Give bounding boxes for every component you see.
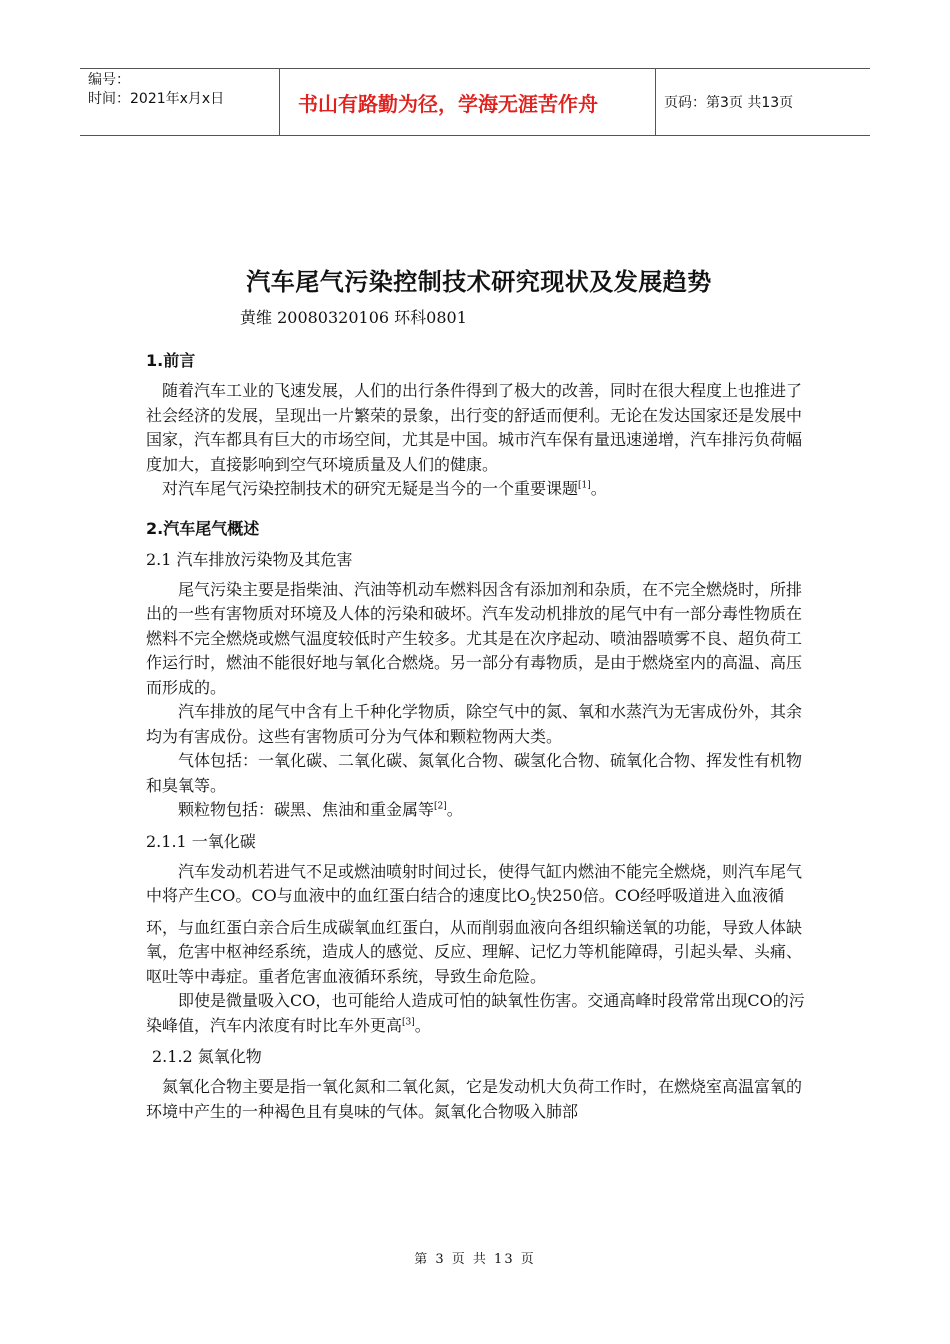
subsection-heading: 2.1 汽车排放污染物及其危害 (146, 549, 353, 569)
section-heading-overview: 2.汽车尾气概述 (146, 518, 260, 538)
citation-ref: [1] (578, 480, 591, 491)
page-footer: 第 3 页 共 13 页 (414, 1252, 536, 1267)
paragraph: 随着汽车工业的飞速发展，人们的出行条件得到了极大的改善，同时在很大程度上也推进了社会经济的发展，呈现出一片繁荣的景象，出行变的舒适而便利。无论在发达国家还是发展中国家，汽车都具有巨大的市场空间，尤其是中国。城市汽车保有量迅速递增，汽车排污负荷幅度加大，直接影响到空气环境质量及人们的健康。 (146, 381, 803, 474)
section-heading-intro: 1.前言 (146, 351, 196, 370)
paragraph-end: 。 (446, 800, 463, 819)
subsection-heading: 2.1.2 氮氧化物 (152, 1047, 262, 1067)
paragraph-text: 快250倍。CO经呼吸道进入血液循环，与血红蛋白亲合后生成碳氧血红蛋白，从而削弱血液向各组织输送氧的功能，导致人体缺氧，危害中枢神经系统，造成人的感觉、反应、理解、记忆力等机能障碍，引起头晕、头痛、呕吐等中毒症。重者危害血液循环系统，导致生命危险。 (146, 886, 803, 986)
header-motto: 书山有路勤为径，学海无涯苦作舟 (280, 69, 656, 135)
paragraph (146, 860, 812, 990)
paragraph-text: 汽车发动机若进气不足或燃油喷射时间过长，使得气缸内燃油不能完全燃烧，则汽车尾气中将产生CO。CO与血液中的血红蛋白结合的速度比O (146, 861, 803, 905)
document-title: 汽车尾气污染控制技术研究现状及发展趋势 (246, 268, 712, 296)
paragraph: 氮氧化合物主要是指一氧化氮和二氧化氮，它是发动机大负荷工作时，在燃烧室高温富氧的环境中产生的一种褐色且有臭味的气体。氮氧化合物吸入肺部 (146, 1077, 803, 1121)
paragraph-text: 对汽车尾气污染控制技术的研究无疑是当今的一个重要课题 (162, 479, 579, 498)
paragraph-end: 。 (414, 1015, 431, 1035)
header-page-number: 页码：第3页 共13页 (664, 95, 794, 111)
page-header (80, 68, 870, 136)
paragraph (146, 989, 812, 1038)
document-body (146, 262, 812, 1124)
paragraph: 尾气污染主要是指柴油、汽油等机动车燃料因含有添加剂和杂质，在不完全燃烧时，所排出的一些有害物质对环境及人体的污染和破坏。汽车发动机排放的尾气中有一部分毒性物质在燃料不完全燃烧或燃气温度较低时产生较多。尤其是在次序起动、喷油器喷雾不良、超负荷工作运行时，燃油不能很好地与氧化合燃烧。另一部分有毒物质，是由于燃烧室内的高温、高压而形成的。 (146, 579, 803, 697)
subscript: 2 (529, 897, 537, 909)
citation-ref: [2] (434, 801, 447, 812)
subsection-heading: 2.1.1 一氧化碳 (146, 831, 256, 851)
paragraph-text: 即使是微量吸入CO，也可能给人造成可怕的缺氧性伤害。交通高峰时段常常出现CO的污染峰值，汽车内浓度有时比车外更高 (146, 991, 805, 1035)
author-line: 黄维 20080320106 环科0801 (240, 308, 467, 327)
paragraph: 汽车排放的尾气中含有上千种化学物质，除空气中的氮、氧和水蒸汽为无害成份外，其余均为有害成份。这些有害物质可分为气体和颗粒物两大类。 (146, 702, 803, 746)
paragraph-text: 颗粒物包括：碳黑、焦油和重金属等 (178, 800, 435, 819)
header-meta (80, 69, 280, 135)
paragraph (146, 477, 812, 502)
citation-ref: [3] (402, 1017, 415, 1028)
paragraph: 气体包括：一氧化碳、二氧化碳、氮氧化合物、碳氢化合物、硫氧化合物、挥发性有机物和臭氧等。 (146, 751, 803, 795)
header-date: 时间：2021年x月x日 (88, 91, 225, 107)
header-number: 编号： (88, 72, 130, 88)
paragraph (146, 798, 812, 823)
paragraph-end: 。 (590, 479, 607, 498)
